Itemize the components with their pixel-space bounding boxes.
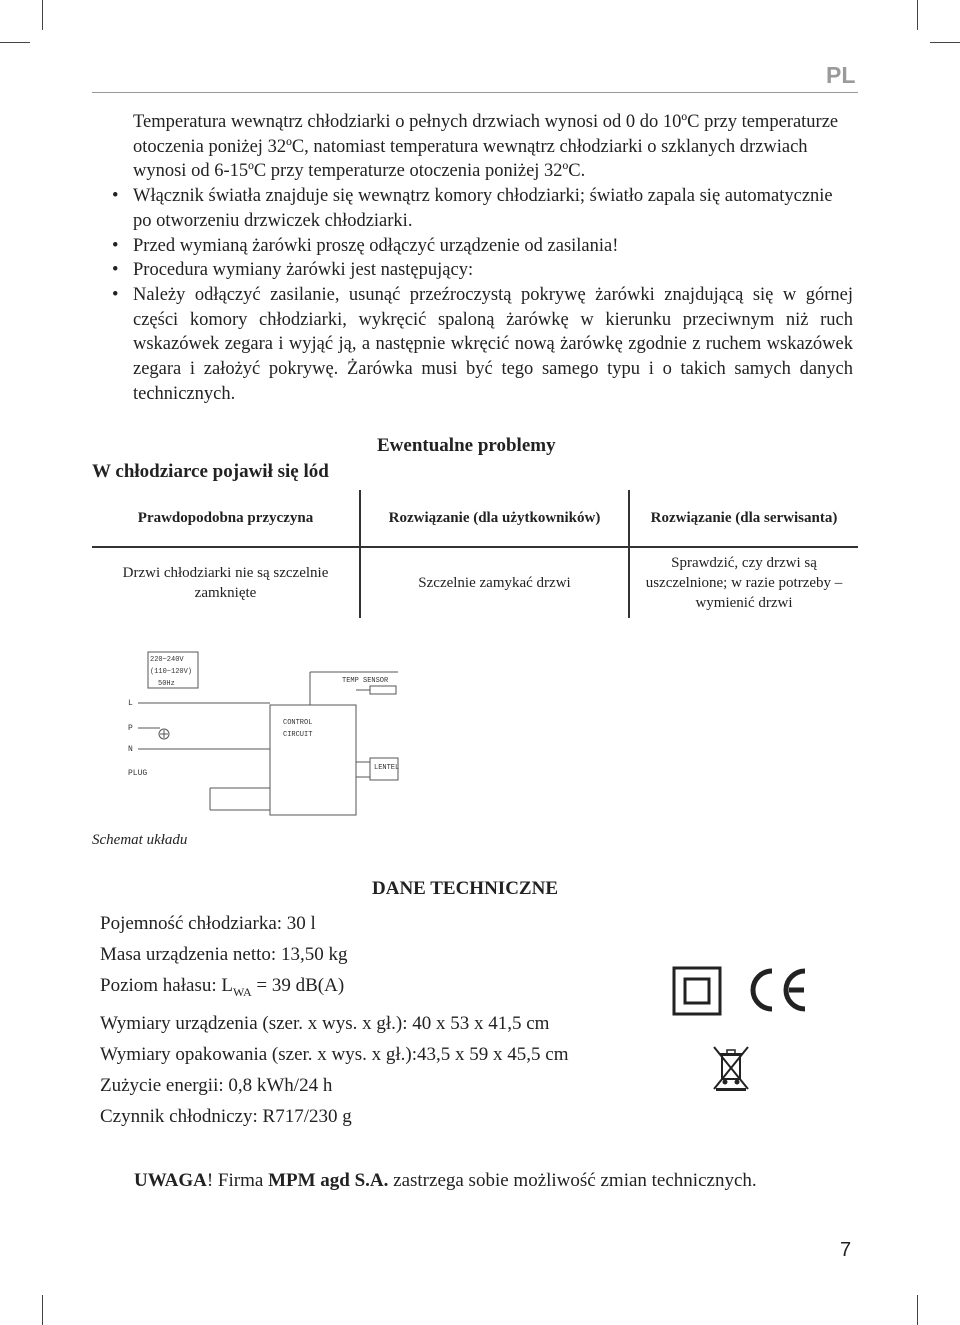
circuit-label: CONTROL [283,719,313,727]
intro-text: Temperatura wewnątrz chłodziarki o pełnych drzwiach wynosi od 0 do 10ºC przy temperaturze otoczenia poniżej 32ºC, natomiast temperatura wewnątrz chłodziarki o szklanych drzwiach wynosi od 6-15ºC przy temperaturze otoczenia poniżej 32ºC. [133,112,839,182]
column-header: Rozwiązanie (dla serwisanta) [629,490,858,547]
double-insulation-icon [672,966,722,1016]
crop-mark [42,0,43,30]
column-header: Rozwiązanie (dla użytkowników) [360,490,629,547]
spec-energy: Zużycie energii: 0,8 kWh/24 h [100,1074,333,1096]
spec-noise: Poziom hałasu: $L_{WA} = 39$ dB(A) [100,975,345,999]
spec-dimensions: Wymiary urządzenia (szer. x wys. x gł.): 40 x 53 x 41,5 cm [100,1012,550,1034]
column-header: Prawdopodobna przyczyna [92,490,360,547]
table-cell: Szczelnie zamykać drzwi [360,547,629,618]
table-row [92,547,858,618]
tech-specs [100,908,569,1132]
plug-label: PLUG [128,769,148,778]
spec-packaging: Wymiary opakowania (szer. x wys. x gł.):43,5 x 59 x 45,5 cm [100,1043,569,1065]
problems-title: Ewentualne problemy [377,435,556,456]
tech-title: DANE TECHNICZNE [372,878,558,899]
table-cell: Drzwi chłodziarki nie są szczelnie zamknięte [122,565,329,601]
terminal-label: L [128,699,133,708]
problems-subtitle: W chłodziarce pojawił się lód [92,461,329,482]
wiring-diagram [120,650,420,825]
terminal-label: N [128,745,133,754]
table-cell: Sprawdzić, czy drzwi są uszczelnione; w razie potrzeby – wymienić drzwi [629,547,858,618]
footer-note: UWAGA! Firma MPM agd S.A. zastrzega sobie możliwość zmian technicznych. [134,1170,757,1191]
spec-mass: Masa urządzenia netto: 13,50 kg [100,944,348,965]
weee-bin-icon [710,1043,752,1093]
bullet-item: • Procedura wymiany żarówki jest następujący: [112,260,474,281]
bullet-item: • Włącznik światła znajduje się wewnątrz komory chłodziarki; światło zapala się automatycznie po otworzeniu drzwiczek chłodziarki. [112,186,833,231]
crop-mark [42,1295,43,1325]
lamp-label: LENTEL [374,764,400,772]
page-number: 7 [840,1239,852,1261]
crop-mark [917,0,918,30]
circuit-label: CIRCUIT [283,731,313,739]
crop-mark [0,42,30,43]
bullet-item: • Przed wymianą żarówki proszę odłączyć urządzenie od zasilania! [112,235,619,256]
table-header-row [92,490,858,547]
ce-mark-icon [742,966,810,1014]
intro-section [112,110,853,406]
problems-table [92,490,858,618]
language-tag: PL [826,62,856,88]
bullet-item: • Należy odłączyć zasilanie, usunąć przeźroczystą pokrywę żarówki znajdującą się w górnej części komory chłodziarki, wykręcić spaloną żarówkę w kierunku przeciwnym niż ruch wskazówek zegara i wyjąć ją, a następnie wkręcić nową żarówkę zgodnie z ruchem wskazówek zegara i założyć pokrywę. Żarówka musi być tego samego typu i o takich samych danych technicznych. [112,284,853,404]
spec-refrigerant: Czynnik chłodniczy: R717/230 g [100,1105,352,1127]
sensor-label: TEMP SENSOR [342,677,389,685]
voltage-label: (110~120V) [150,668,193,676]
frequency-label: 50Hz [158,680,175,688]
terminal-label: P [128,724,133,733]
crop-mark [930,42,960,43]
crop-mark [917,1295,918,1325]
diagram-caption: Schemat układu [92,832,188,848]
spec-capacity: Pojemność chłodziarka: 30 l [100,913,316,934]
header-rule [92,92,858,93]
voltage-label: 220~240V [150,656,184,664]
